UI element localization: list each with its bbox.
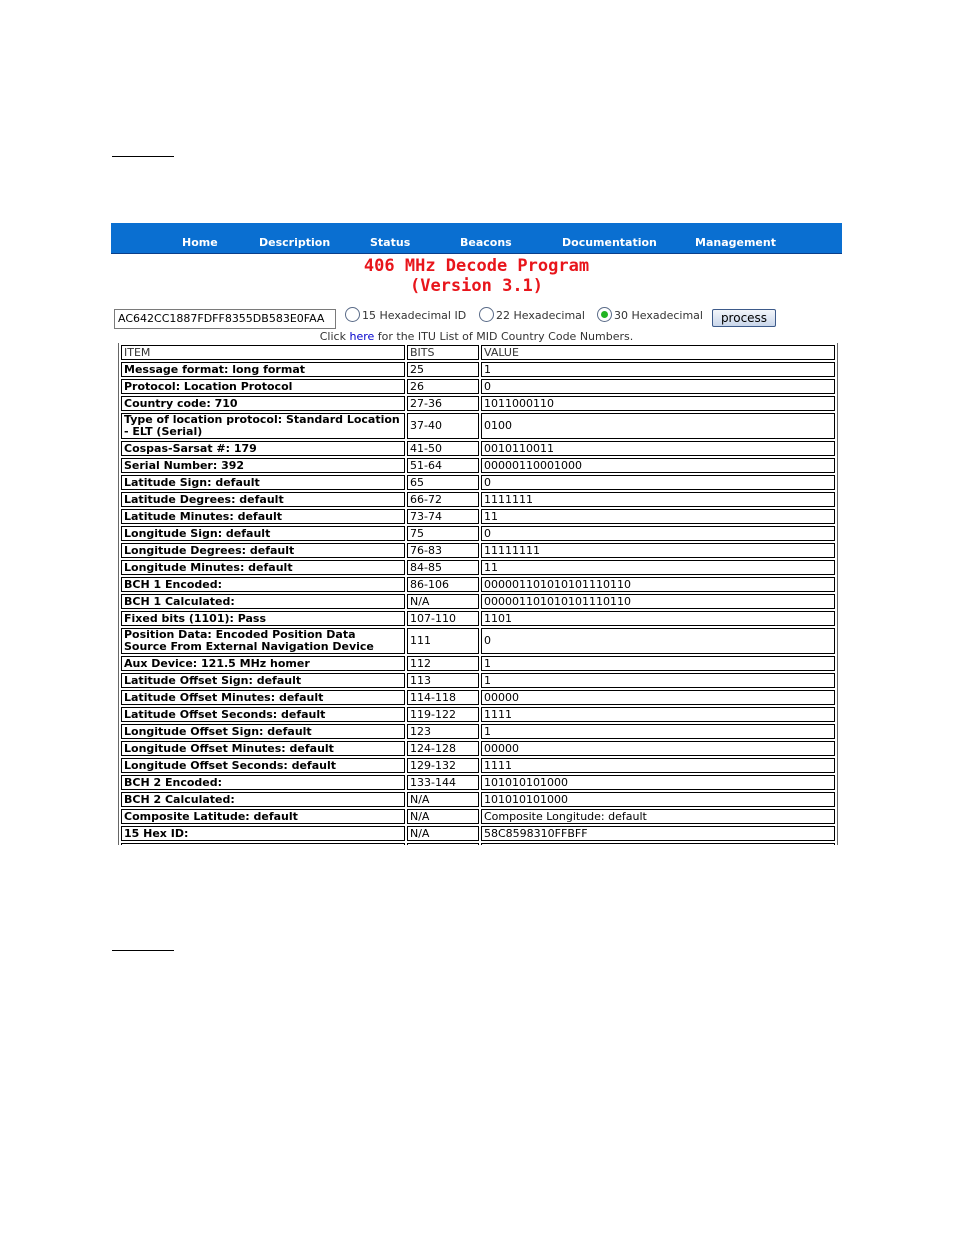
cell-bits: 112 (407, 656, 479, 671)
table-row (121, 628, 835, 654)
cell-bits: 111 (407, 628, 479, 654)
table-row (121, 594, 835, 609)
cell-value: 1 (481, 673, 835, 688)
table-row (121, 611, 835, 626)
decode-table (119, 343, 837, 845)
cell-value: 58C8598310FFBFF (481, 826, 835, 841)
cell-item: BCH 1 Calculated: (121, 594, 405, 609)
cell-value: Composite Longitude: default (481, 809, 835, 824)
table-row (121, 809, 835, 824)
cell-item: Message format: long format (121, 362, 405, 377)
cell-item: Country code: 710 (121, 396, 405, 411)
table-row (121, 826, 835, 841)
radio-30-hex[interactable] (597, 308, 703, 328)
table-row (121, 741, 835, 756)
cell-value: 0 (481, 475, 835, 490)
cell-item: Composite Latitude: default (121, 809, 405, 824)
cell-bits: 76-83 (407, 543, 479, 558)
table-row (121, 792, 835, 807)
cell-value: 101010101000 (481, 792, 835, 807)
cell-bits: 84-85 (407, 560, 479, 575)
cell-item: Latitude Offset Seconds: default (121, 707, 405, 722)
cell-value: 1101 (481, 611, 835, 626)
table-row (121, 379, 835, 394)
cell-value: 1 (481, 724, 835, 739)
cell-item: Protocol: Location Protocol (121, 379, 405, 394)
cell-bits: 113 (407, 673, 479, 688)
table-row (121, 458, 835, 473)
cell-item: BCH 2 Encoded: (121, 775, 405, 790)
cell-bits: 86-106 (407, 577, 479, 592)
radio-30-hex-label: 30 Hexadecimal (614, 309, 703, 322)
decode-form (114, 307, 834, 331)
table-row (121, 775, 835, 790)
cell-bits: 133-144 (407, 775, 479, 790)
cell-bits: N/A (407, 809, 479, 824)
cell-bits: 26 (407, 379, 479, 394)
cell-item (121, 843, 405, 845)
table-row (121, 843, 835, 845)
table-row (121, 560, 835, 575)
radio-15-hex-icon[interactable] (345, 307, 360, 322)
cell-value: 0100 (481, 413, 835, 439)
nav-bar (111, 223, 842, 254)
cell-item: Longitude Minutes: default (121, 560, 405, 575)
cell-bits: 75 (407, 526, 479, 541)
cell-bits: N/A (407, 594, 479, 609)
nav-management[interactable]: Management (695, 236, 776, 249)
table-row (121, 526, 835, 541)
cell-value: 11 (481, 560, 835, 575)
cell-item: Aux Device: 121.5 MHz homer (121, 656, 405, 671)
table-row (121, 441, 835, 456)
table-row (121, 656, 835, 671)
table-row (121, 690, 835, 705)
cell-value: 0 (481, 526, 835, 541)
table-row (121, 577, 835, 592)
radio-30-hex-icon[interactable] (597, 307, 612, 322)
cell-value: 00000110001000 (481, 458, 835, 473)
itu-notice (111, 330, 842, 343)
header-value: VALUE (481, 345, 835, 360)
table-row (121, 413, 835, 439)
table-row (121, 509, 835, 524)
cell-value: 1011000110 (481, 396, 835, 411)
cell-value: 11 (481, 509, 835, 524)
cell-value: 0 (481, 628, 835, 654)
cell-value: 000001101010101110110 (481, 594, 835, 609)
cell-bits: 66-72 (407, 492, 479, 507)
cell-value: 00000 (481, 690, 835, 705)
cell-bits: 25 (407, 362, 479, 377)
top-rule (112, 156, 174, 157)
cell-item: Latitude Minutes: default (121, 509, 405, 524)
cell-bits: 124-128 (407, 741, 479, 756)
cell-bits: 119-122 (407, 707, 479, 722)
cell-item: Latitude Offset Minutes: default (121, 690, 405, 705)
cell-value: 1111 (481, 758, 835, 773)
cell-item: Latitude Sign: default (121, 475, 405, 490)
cell-item: Longitude Offset Seconds: default (121, 758, 405, 773)
cell-value: 1 (481, 362, 835, 377)
cell-item: Position Data: Encoded Position Data Source From External Navigation Device (121, 628, 405, 654)
radio-22-hex-label: 22 Hexadecimal (496, 309, 585, 322)
cell-value: 00000 (481, 741, 835, 756)
header-item: ITEM (121, 345, 405, 360)
cell-value: 0010110011 (481, 441, 835, 456)
cell-bits: 114-118 (407, 690, 479, 705)
cell-bits: 65 (407, 475, 479, 490)
radio-22-hex[interactable] (479, 308, 585, 328)
cell-value: 0 (481, 379, 835, 394)
cell-item: Fixed bits (1101): Pass (121, 611, 405, 626)
table-row (121, 543, 835, 558)
cell-item: BCH 2 Calculated: (121, 792, 405, 807)
nav-description[interactable]: Description (259, 236, 331, 249)
cell-bits: 129-132 (407, 758, 479, 773)
table-header-row (121, 345, 835, 360)
nav-documentation[interactable]: Documentation (562, 236, 657, 249)
cell-bits: 27-36 (407, 396, 479, 411)
cell-item: Serial Number: 392 (121, 458, 405, 473)
itu-here-link[interactable]: here (349, 330, 375, 343)
cell-item: Cospas-Sarsat #: 179 (121, 441, 405, 456)
decode-table-container (118, 343, 838, 845)
cell-item: Longitude Offset Minutes: default (121, 741, 405, 756)
page-subtitle: (Version 3.1) (409, 276, 544, 296)
table-row (121, 492, 835, 507)
cell-item: Latitude Offset Sign: default (121, 673, 405, 688)
cell-value: 1 (481, 656, 835, 671)
cell-item: Latitude Degrees: default (121, 492, 405, 507)
cell-item: Longitude Sign: default (121, 526, 405, 541)
table-row (121, 724, 835, 739)
page-title: 406 MHz Decode Program (363, 256, 590, 276)
nav-home[interactable]: Home (182, 236, 218, 249)
cell-bits: 37-40 (407, 413, 479, 439)
itu-suffix: for the ITU List of MID Country Code Numbers. (374, 330, 634, 343)
process-button[interactable]: process (712, 309, 776, 327)
cell-bits: 41-50 (407, 441, 479, 456)
cell-bits: 51-64 (407, 458, 479, 473)
header-bits: BITS (407, 345, 479, 360)
cell-bits: 123 (407, 724, 479, 739)
cell-item: Type of location protocol: Standard Location - ELT (Serial) (121, 413, 405, 439)
cell-bits: 107-110 (407, 611, 479, 626)
table-row (121, 673, 835, 688)
table-row (121, 396, 835, 411)
radio-15-hex-label: 15 Hexadecimal ID (362, 309, 467, 322)
cell-value: 1111111 (481, 492, 835, 507)
cell-bits (407, 843, 479, 845)
itu-prefix: Click (319, 330, 350, 343)
nav-beacons[interactable]: Beacons (460, 236, 512, 249)
cell-bits: N/A (407, 826, 479, 841)
bottom-rule (112, 950, 174, 951)
nav-status[interactable]: Status (370, 236, 411, 249)
radio-15-hex[interactable] (345, 308, 466, 328)
radio-22-hex-icon[interactable] (479, 307, 494, 322)
table-row (121, 707, 835, 722)
table-row (121, 475, 835, 490)
cell-value: 1111 (481, 707, 835, 722)
hex-input[interactable]: AC642CC1887FDFF8355DB583E0FAA (114, 309, 336, 329)
cell-value: 11111111 (481, 543, 835, 558)
cell-item: BCH 1 Encoded: (121, 577, 405, 592)
cell-value: 000001101010101110110 (481, 577, 835, 592)
cell-value (481, 843, 835, 845)
cell-item: Longitude Offset Sign: default (121, 724, 405, 739)
cell-bits: N/A (407, 792, 479, 807)
cell-item: Longitude Degrees: default (121, 543, 405, 558)
cell-item: 15 Hex ID: (121, 826, 405, 841)
cell-bits: 73-74 (407, 509, 479, 524)
table-row (121, 362, 835, 377)
cell-value: 101010101000 (481, 775, 835, 790)
table-row (121, 758, 835, 773)
